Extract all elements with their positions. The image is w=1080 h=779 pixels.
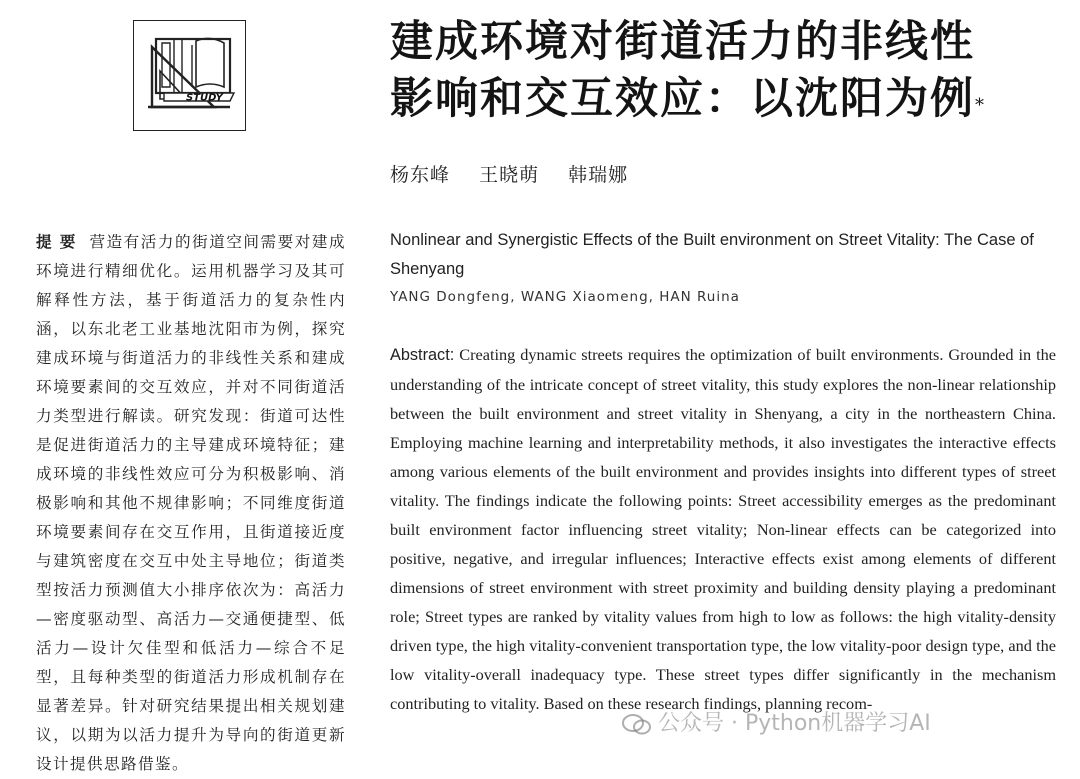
abstract-chinese-label: 提要 <box>36 233 84 251</box>
author-name: 杨东峰 <box>390 164 451 186</box>
abstract-english <box>390 340 1056 718</box>
abstract-english-text: Creating dynamic streets requires the optimization of built environments. Grounded in the understanding of the intricate concept of street vitality, this study explores the non-linear relationship between the built environment and street vitality in Shenyang, a city in the northeastern China. Employing machine learning and interpretability methods, it also investigates the interactive effects among various elements of the built environment and provides insights into different types of street vitality. The findings indicate the following points: Street accessibility emerges as the predominant built environment factor influencing street vitality; Non-linear effects can be categorized into positive, negative, and irregular influences; Interactive effects exist among elements of different dimensions of street environment with street proximity and building density playing a predominant role; Street types are ranked by vitality values from high to low as follows: the high vitality-density driven type, the high vitality-convenient transportation type, the low vitality-poor design type, and the low vitality-overall inadequacy type. These street types differ significantly in the mechanism contributing to vitality. Based on these research findings, planning recom- <box>390 345 1056 713</box>
abstract-chinese-text: 营造有活力的街道空间需要对建成环境进行精细优化。运用机器学习及其可解释性方法，基于街道活力的复杂性内涵，以东北老工业基地沈阳市为例，探究建成环境与街道活力的非线性关系和建成环境要素间的交互效应，并对不同街道活力类型进行解读。研究发现：街道可达性是促进街道活力的主导建成环境特征；建成环境的非线性效应可分为积极影响、消极影响和其他不规律影响；不同维度街道环境要素间存在交互作用，且街道接近度与建筑密度在交互中处主导地位；街道类型按活力预测值大小排序依次为：高活力—密度驱动型、高活力—交通便捷型、低活力—设计欠佳型和低活力—综合不足型，且每种类型的街道活力形成机制存在显著差异。针对研究结果提出相关规划建议，以期为以活力提升为导向的街道更新设计提供思路借鉴。 <box>36 233 346 773</box>
study-column-icon <box>134 21 244 129</box>
authors-chinese <box>390 160 650 187</box>
title-line-1: 建成环境对街道活力的非线性 <box>390 17 975 67</box>
title-line-2: 影响和交互效应：以沈阳为例 <box>390 74 975 124</box>
article-title <box>390 14 1070 128</box>
abstract-english-label: Abstract: <box>390 346 455 364</box>
watermark-text: 公众号 · Python机器学习AI <box>658 711 931 736</box>
journal-logo <box>133 20 246 131</box>
wechat-icon <box>622 713 652 735</box>
logo-text: STUDY <box>186 92 223 104</box>
english-title: Nonlinear and Synergistic Effects of the Built environment on Street Vitality: The Case of Shenyang <box>390 231 1034 278</box>
author-name: 韩瑞娜 <box>568 164 629 186</box>
english-authors: YANG Dongfeng, WANG Xiaomeng, HAN Ruina <box>390 289 740 305</box>
author-name: 王晓萌 <box>479 164 540 186</box>
abstract-chinese <box>36 228 346 779</box>
watermark <box>622 706 931 737</box>
title-footnote-mark: * <box>975 95 986 116</box>
